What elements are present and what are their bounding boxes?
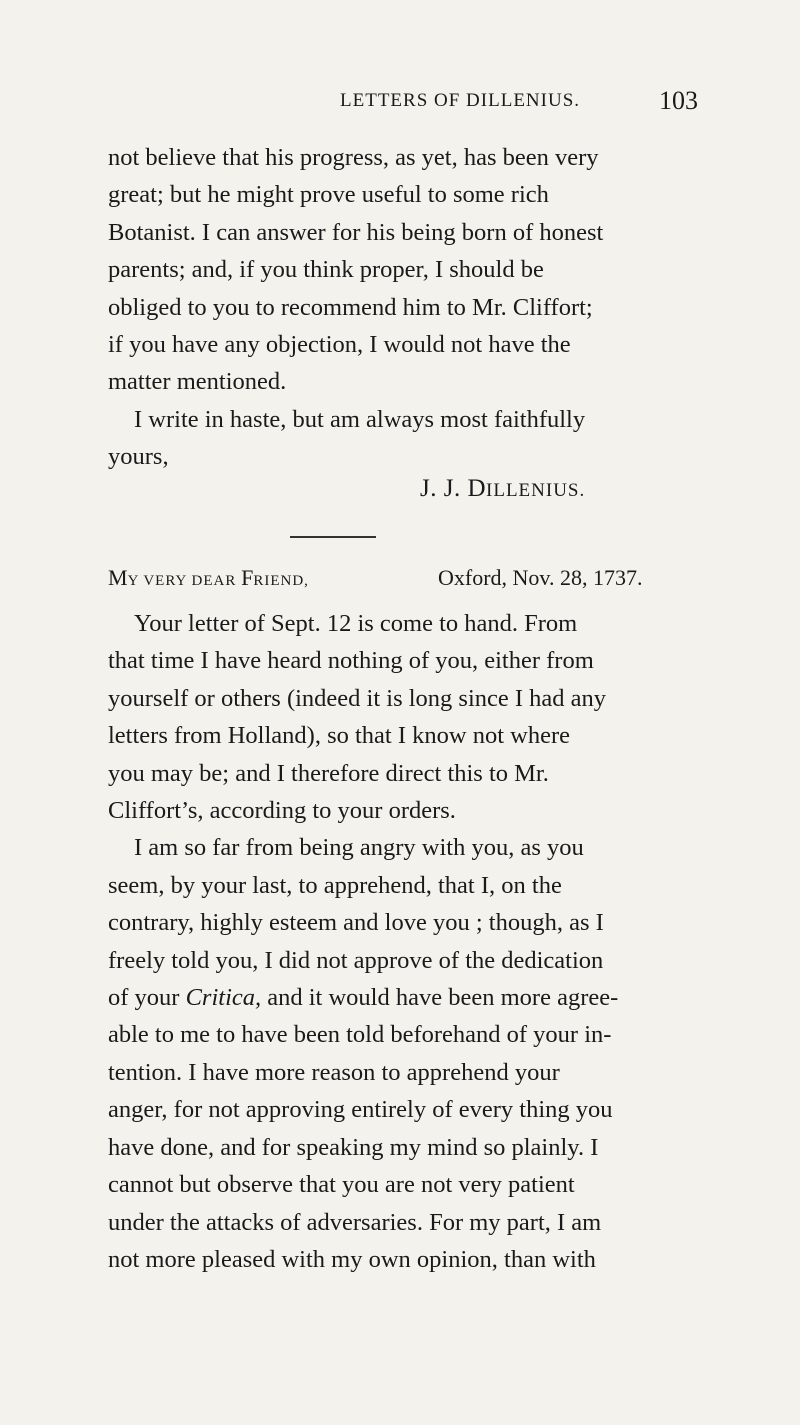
letter-1-paragraph-1 [108,139,698,401]
page-number: 103 [659,86,698,115]
text-line: under the attacks of adversaries. For my part, I am [108,1208,602,1236]
text-line: contrary, highly esteem and love you ; though, as I [108,909,604,937]
text-line: not more pleased with my own opinion, than with [108,1245,596,1273]
running-title: LETTERS OF DILLENIUS. [340,90,581,111]
salutation-text: RIEND, [253,573,309,589]
text-line: have done, and for speaking my mind so plainly. I [108,1133,599,1161]
text-span: and it would have been more agree- [261,984,619,1012]
text-line: that time I have heard nothing of you, either from [108,647,594,675]
salutation-cap: F [241,565,254,590]
text-line: obliged to you to recommend him to Mr. Cliffort; [108,293,593,321]
text-line: parents; and, if you think proper, I should be [108,256,544,284]
text-line: Your letter of Sept. 12 is come to hand. From [134,610,578,637]
text-line: letters from Holland), so that I know not where [108,722,570,750]
text-line: not believe that his progress, as yet, has been very [108,144,599,171]
signature-surname: ILLENIUS. [486,480,586,501]
text-line: cannot but observe that you are not very patient [108,1171,575,1199]
letter-1-closing [108,401,698,476]
text-line: Botanist. I can answer for his being born of honest [108,218,604,246]
salutation [108,565,309,591]
text-line: yours, [108,443,169,471]
salutation-cap: M [108,565,128,590]
running-head [108,86,698,126]
text-line: if you have any objection, I would not have the [108,331,571,359]
text-line: Cliffort’s, according to your orders. [108,797,456,825]
text-line: able to me to have been told beforehand of your in- [108,1021,612,1049]
text-line: you may be; and I therefore direct this to Mr. [108,759,549,787]
letter-1-body [108,139,698,476]
text-line-with-italic [108,979,698,1016]
signature-initials: J. J. D [420,475,487,502]
letter-2-paragraph-2 [108,829,698,1278]
text-span: of your [108,984,186,1012]
italic-title: Critica, [185,984,262,1012]
text-line: seem, by your last, to apprehend, that I, on the [108,871,562,899]
text-line: I write in haste, but am always most faithfully [134,405,586,433]
letter-2-heading [108,565,698,597]
signature [420,475,585,503]
text-line: I am so far from being angry with you, as you [134,834,584,862]
text-line: great; but he might prove useful to some rich [108,181,549,209]
letter-2-paragraph-1 [108,605,698,829]
text-line: matter mentioned. [108,368,287,396]
text-line: freely told you, I did not approve of the dedication [108,946,604,974]
letter-2-body [108,605,698,1278]
dateline: Oxford, Nov. 28, 1737. [438,565,643,590]
salutation-text: Y VERY DEAR [127,573,242,589]
section-divider [290,536,376,538]
text-line: anger, for not approving entirely of every thing you [108,1096,613,1124]
text-line: tention. I have more reason to apprehend your [108,1058,560,1086]
text-line: yourself or others (indeed it is long since I had any [108,684,607,712]
